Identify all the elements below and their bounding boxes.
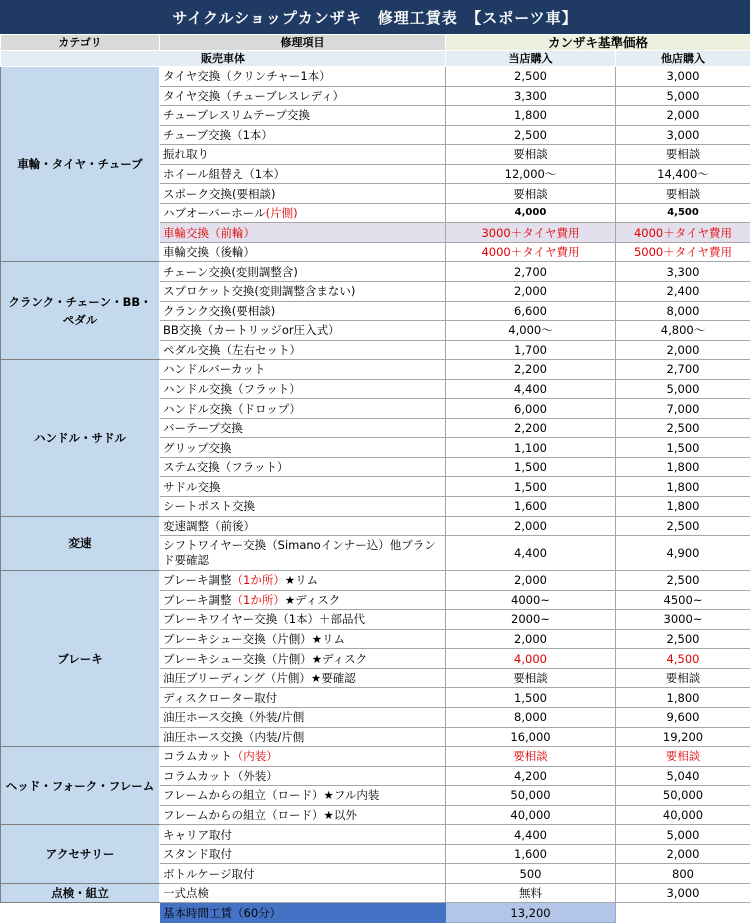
other-store-price: 1,800: [616, 688, 750, 708]
own-store-price: 4,400: [446, 379, 616, 399]
category-cell: ブレーキ: [1, 571, 160, 747]
other-store-price: 1,800: [616, 477, 750, 497]
repair-item-cell: [160, 164, 446, 184]
repair-item-label: ブレーキシュー交換（片側）★ディスク: [163, 652, 367, 666]
base-hourly-rate-value: 13,200: [446, 903, 616, 923]
other-store-price: 3,000: [616, 125, 750, 145]
repair-item-cell: [160, 883, 446, 903]
repair-item-cell: [160, 610, 446, 630]
own-store-price: 1,600: [446, 844, 616, 864]
table-row: [1, 825, 750, 845]
header-brand-price: カンザキ基準価格: [446, 35, 750, 51]
repair-item-suffix: ★リム: [285, 573, 318, 587]
repair-item-cell: [160, 262, 446, 282]
repair-item-cell: [160, 707, 446, 727]
own-store-price: 12,000～: [446, 164, 616, 184]
repair-item-label: BB交換（カートリッジor圧入式）: [163, 323, 340, 337]
repair-item-label: 車輪交換（後輪）: [163, 245, 255, 259]
repair-item-note: (片側): [266, 206, 298, 220]
repair-item-label: 油圧ブリーディング（片側）★要確認: [163, 671, 356, 685]
own-store-price: 1,500: [446, 457, 616, 477]
repair-item-label: ブレーキ調整: [163, 573, 232, 587]
repair-item-cell: [160, 106, 446, 126]
other-store-price: 2,500: [616, 516, 750, 536]
repair-item-cell: [160, 321, 446, 341]
repair-item-cell: [160, 145, 446, 165]
repair-item-cell: [160, 649, 446, 669]
header-own-store: 当店購入: [446, 51, 616, 67]
repair-item-cell: [160, 184, 446, 204]
header-other-store: 他店購入: [616, 51, 750, 67]
repair-item-cell: [160, 786, 446, 806]
repair-item-cell: [160, 340, 446, 360]
footer-spacer: [616, 903, 750, 923]
base-hourly-rate-label: 基本時間工賃（60分）: [160, 903, 446, 923]
repair-item-cell: [160, 457, 446, 477]
table-row: [1, 67, 750, 87]
own-store-price: 4,000～: [446, 321, 616, 341]
own-store-price: 1,800: [446, 106, 616, 126]
header-sold-bike: 販売車体: [1, 51, 446, 67]
repair-item-cell: [160, 516, 446, 536]
repair-item-label: ペダル交換（左右セット）: [163, 343, 301, 357]
category-cell: 点検・組立: [1, 883, 160, 903]
repair-item-label: ステム交換（フラット）: [163, 460, 288, 474]
repair-item-label: 油圧ホース交換（外装/片側: [163, 710, 304, 724]
repair-item-label: シフトワイヤー交換（Simanoインナー込）他ブランド要確認: [163, 538, 436, 567]
repair-item-label: ディスクローター取付: [163, 691, 277, 705]
repair-item-cell: [160, 668, 446, 688]
repair-item-cell: [160, 477, 446, 497]
other-store-price: 4500~: [616, 590, 750, 610]
other-store-price: 9,600: [616, 707, 750, 727]
repair-item-cell: [160, 242, 446, 262]
other-store-price: 7,000: [616, 399, 750, 419]
other-store-price: 4,500: [616, 203, 750, 223]
table-row: [1, 262, 750, 282]
repair-item-label: 車輪交換（前輪）: [163, 226, 255, 240]
repair-item-label: サドル交換: [163, 480, 221, 494]
repair-item-label: スプロケット交換(変則調整含まない): [163, 284, 355, 298]
other-store-price: 4000＋タイヤ費用: [616, 223, 750, 243]
repair-item-label: コラムカット: [163, 749, 232, 763]
own-store-price: 1,700: [446, 340, 616, 360]
own-store-price: 要相談: [446, 145, 616, 165]
repair-item-label: コラムカット（外装）: [163, 769, 278, 783]
repair-item-cell: [160, 727, 446, 747]
own-store-price: 1,500: [446, 688, 616, 708]
other-store-price: 3,000: [616, 67, 750, 87]
repair-item-label: フレームからの組立（ロード）★フル内装: [163, 788, 379, 802]
other-store-price: 2,500: [616, 629, 750, 649]
repair-item-cell: [160, 497, 446, 517]
repair-item-cell: [160, 86, 446, 106]
header-row-2: [1, 51, 750, 67]
own-store-price: 2,500: [446, 125, 616, 145]
repair-item-cell: [160, 536, 446, 571]
repair-item-cell: [160, 360, 446, 380]
other-store-price: 2,000: [616, 106, 750, 126]
own-store-price: 4,400: [446, 536, 616, 571]
own-store-price: 2,000: [446, 571, 616, 591]
other-store-price: 5,000: [616, 379, 750, 399]
own-store-price: 40,000: [446, 805, 616, 825]
repair-item-cell: [160, 747, 446, 767]
repair-item-cell: [160, 844, 446, 864]
own-store-price: 4,200: [446, 766, 616, 786]
other-store-price: 要相談: [616, 668, 750, 688]
other-store-price: 50,000: [616, 786, 750, 806]
header-item: 修理項目: [160, 35, 446, 51]
repair-item-label: 油圧ホース交換（内装/片側: [163, 730, 304, 744]
table-row: [1, 571, 750, 591]
other-store-price: 2,000: [616, 340, 750, 360]
repair-item-label: スタンド取付: [163, 847, 232, 861]
other-store-price: 4,800～: [616, 321, 750, 341]
other-store-price: 1,800: [616, 497, 750, 517]
repair-item-label: ブレーキワイヤー交換（1本）＋部品代: [163, 612, 365, 626]
other-store-price: 3000~: [616, 610, 750, 630]
own-store-price: 3000＋タイヤ費用: [446, 223, 616, 243]
own-store-price: 4000＋タイヤ費用: [446, 242, 616, 262]
other-store-price: 5,040: [616, 766, 750, 786]
repair-item-label: グリップ交換: [163, 441, 232, 455]
price-table-body: [1, 35, 750, 923]
other-store-price: 2,000: [616, 844, 750, 864]
footer-spacer: [1, 903, 160, 923]
own-store-price: 6,600: [446, 301, 616, 321]
own-store-price: 4,000: [446, 203, 616, 223]
repair-item-cell: [160, 418, 446, 438]
own-store-price: 1,500: [446, 477, 616, 497]
own-store-price: 3,300: [446, 86, 616, 106]
other-store-price: 800: [616, 864, 750, 884]
table-row: [1, 747, 750, 767]
repair-item-label: チェーン交換(変則調整含): [163, 265, 298, 279]
repair-item-cell: [160, 379, 446, 399]
own-store-price: 2,000: [446, 629, 616, 649]
other-store-price: 1,800: [616, 457, 750, 477]
table-row: [1, 516, 750, 536]
other-store-price: 2,700: [616, 360, 750, 380]
own-store-price: 16,000: [446, 727, 616, 747]
other-store-price: 40,000: [616, 805, 750, 825]
other-store-price: 4,900: [616, 536, 750, 571]
repair-item-note: （1か所）: [232, 573, 285, 587]
own-store-price: 要相談: [446, 184, 616, 204]
other-store-price: 3,000: [616, 883, 750, 903]
repair-item-cell: [160, 805, 446, 825]
repair-item-note: （内装）: [232, 749, 278, 763]
sheet-title: サイクルショップカンザキ 修理工賃表 【スポーツ車】: [0, 0, 750, 34]
category-cell: ヘッド・フォーク・フレーム: [1, 747, 160, 825]
own-store-price: 8,000: [446, 707, 616, 727]
repair-item-cell: [160, 438, 446, 458]
own-store-price: 2,000: [446, 282, 616, 302]
footer-row: [1, 903, 750, 923]
repair-item-note: （1か所）: [232, 593, 285, 607]
repair-item-label: 一式点検: [163, 886, 209, 900]
repair-item-label: タイヤ交換（クリンチャー1本）: [163, 69, 331, 83]
repair-item-label: ブレーキ調整: [163, 593, 232, 607]
own-store-price: 2,200: [446, 418, 616, 438]
repair-item-label: チューブレスリムテープ交換: [163, 108, 310, 122]
category-cell: 変速: [1, 516, 160, 571]
repair-item-suffix: ★ディスク: [285, 593, 340, 607]
own-store-price: 50,000: [446, 786, 616, 806]
price-table: [0, 34, 750, 923]
own-store-price: 2000~: [446, 610, 616, 630]
repair-item-label: クランク交換(要相談): [163, 304, 275, 318]
repair-item-label: ハンドル交換（フラット）: [163, 382, 301, 396]
other-store-price: 5,000: [616, 86, 750, 106]
other-store-price: 3,300: [616, 262, 750, 282]
repair-item-label: 変速調整（前後）: [163, 519, 255, 533]
table-row: [1, 883, 750, 903]
category-cell: アクセサリー: [1, 825, 160, 884]
own-store-price: 4,400: [446, 825, 616, 845]
other-store-price: 8,000: [616, 301, 750, 321]
repair-item-label: 振れ取り: [163, 147, 209, 161]
repair-item-label: フレームからの組立（ロード）★以外: [163, 808, 357, 822]
repair-item-cell: [160, 125, 446, 145]
repair-item-label: シートポスト交換: [163, 499, 255, 513]
repair-item-label: ブレーキシュー交換（片側）★リム: [163, 632, 345, 646]
repair-item-cell: [160, 301, 446, 321]
other-store-price: 4,500: [616, 649, 750, 669]
repair-item-cell: [160, 766, 446, 786]
other-store-price: 19,200: [616, 727, 750, 747]
repair-item-label: タイヤ交換（チューブレスレディ）: [163, 89, 344, 103]
other-store-price: 14,400～: [616, 164, 750, 184]
other-store-price: 要相談: [616, 184, 750, 204]
other-store-price: 2,500: [616, 418, 750, 438]
own-store-price: 6,000: [446, 399, 616, 419]
own-store-price: 2,200: [446, 360, 616, 380]
own-store-price: 1,100: [446, 438, 616, 458]
category-cell: ハンドル・サドル: [1, 360, 160, 516]
header-category: カテゴリ: [1, 35, 160, 51]
own-store-price: 1,600: [446, 497, 616, 517]
other-store-price: 2,400: [616, 282, 750, 302]
other-store-price: 5,000: [616, 825, 750, 845]
other-store-price: 5000＋タイヤ費用: [616, 242, 750, 262]
repair-item-label: ハブオーバーホール: [163, 206, 266, 220]
repair-item-label: ボトルケージ取付: [163, 867, 255, 881]
other-store-price: 2,500: [616, 571, 750, 591]
repair-item-cell: [160, 399, 446, 419]
table-row: [1, 360, 750, 380]
own-store-price: 無料: [446, 883, 616, 903]
repair-item-cell: [160, 825, 446, 845]
repair-item-cell: [160, 223, 446, 243]
repair-item-cell: [160, 864, 446, 884]
own-store-price: 4000~: [446, 590, 616, 610]
other-store-price: 1,500: [616, 438, 750, 458]
repair-item-label: キャリア取付: [163, 828, 232, 842]
repair-item-cell: [160, 282, 446, 302]
own-store-price: 500: [446, 864, 616, 884]
repair-item-cell: [160, 629, 446, 649]
header-row-1: [1, 35, 750, 51]
repair-item-cell: [160, 688, 446, 708]
other-store-price: 要相談: [616, 747, 750, 767]
repair-item-cell: [160, 67, 446, 87]
own-store-price: 4,000: [446, 649, 616, 669]
repair-item-cell: [160, 203, 446, 223]
own-store-price: 2,000: [446, 516, 616, 536]
repair-item-label: チューブ交換（1本）: [163, 128, 273, 142]
own-store-price: 2,700: [446, 262, 616, 282]
category-cell: 車輪・タイヤ・チューブ: [1, 67, 160, 262]
repair-item-cell: [160, 571, 446, 591]
repair-item-cell: [160, 590, 446, 610]
own-store-price: 2,500: [446, 67, 616, 87]
repair-item-label: ハンドル交換（ドロップ）: [163, 402, 301, 416]
own-store-price: 要相談: [446, 668, 616, 688]
repair-item-label: ハンドルバーカット: [163, 362, 265, 376]
other-store-price: 要相談: [616, 145, 750, 165]
own-store-price: 要相談: [446, 747, 616, 767]
repair-item-label: バーテープ交換: [163, 421, 243, 435]
repair-item-label: スポーク交換(要相談): [163, 187, 275, 201]
repair-item-label: ホイール組替え（1本）: [163, 167, 285, 181]
category-cell: クランク・チェーン・BB・ペダル: [1, 262, 160, 360]
